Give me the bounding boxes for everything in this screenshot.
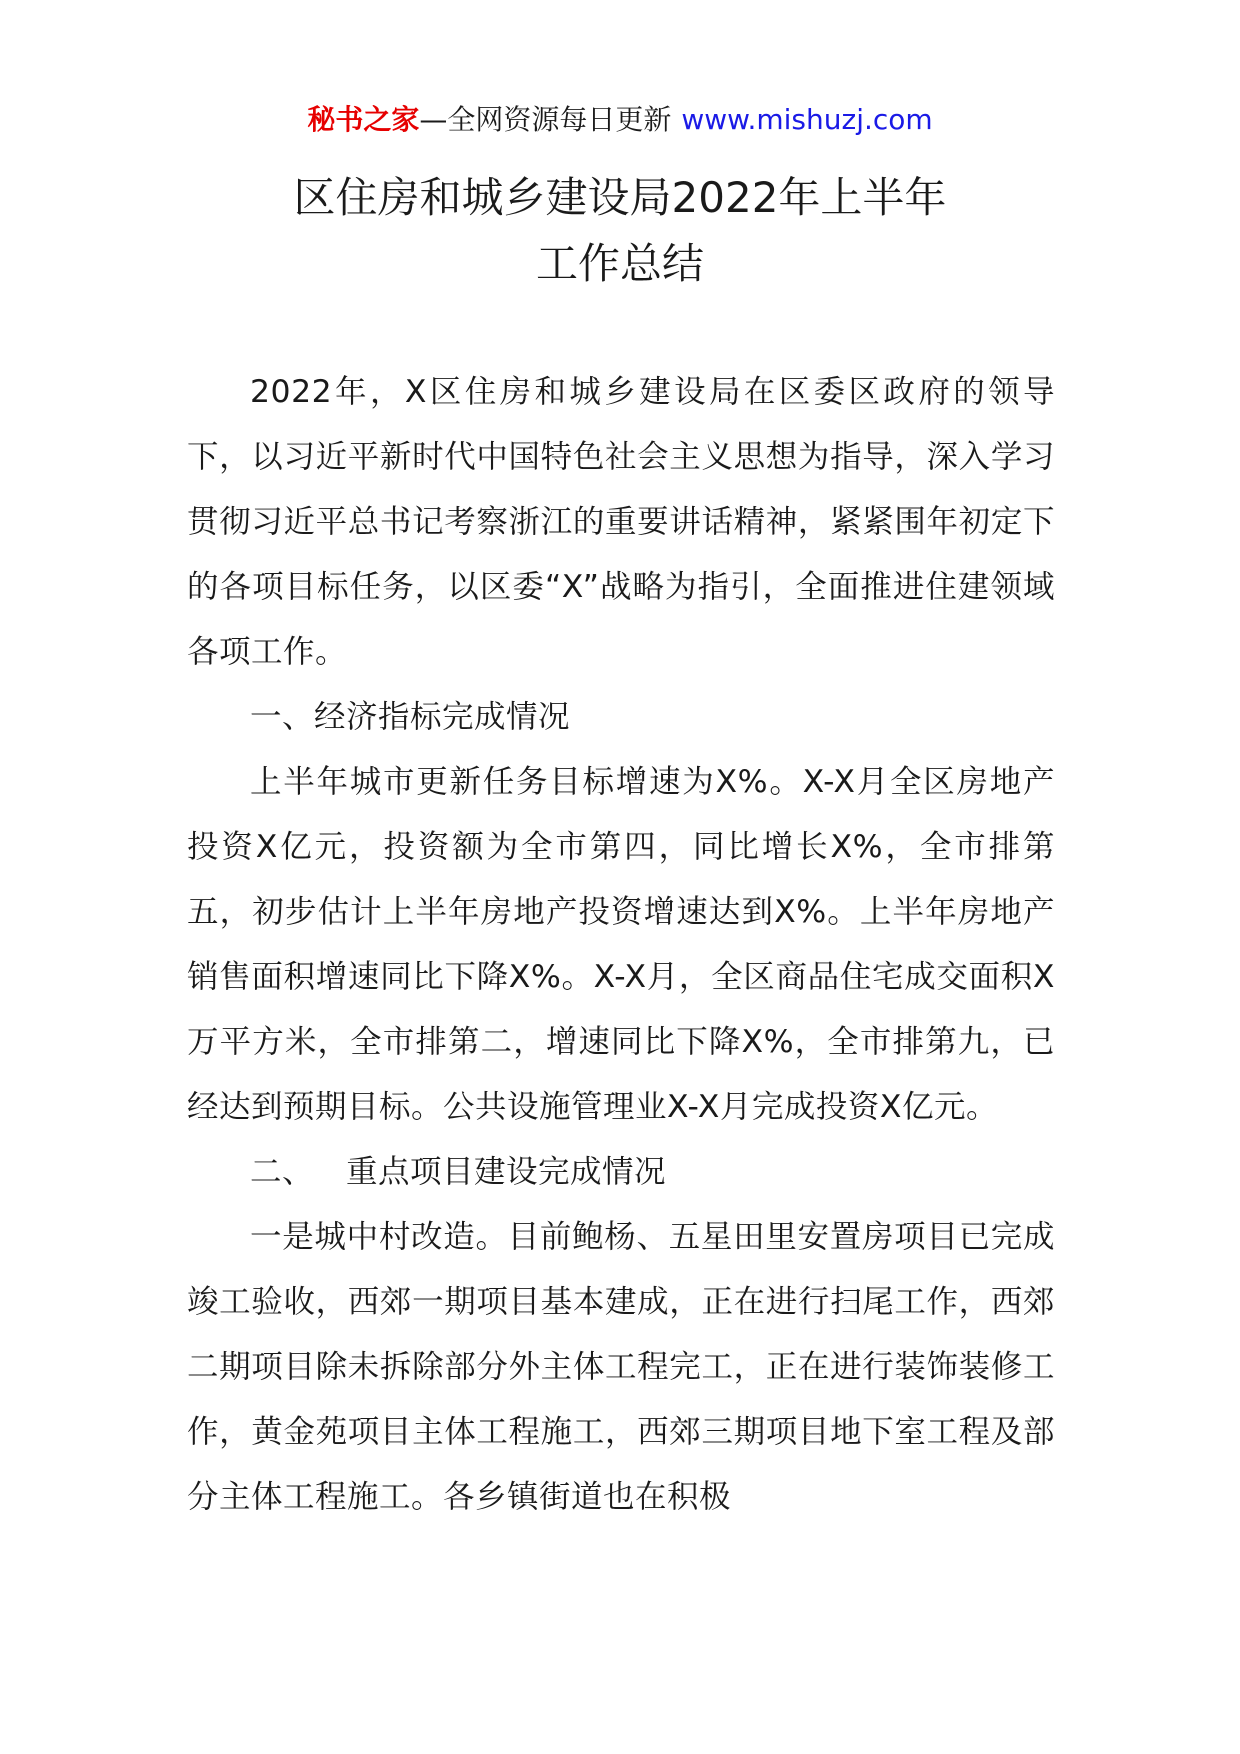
- title-line-2: 工作总结: [535, 239, 704, 288]
- intro-paragraph: 2022年，X区住房和城乡建设局在区委区政府的领导下，以习近平新时代中国特色社会主义思想为指导，深入学习贯彻习近平总书记考察浙江的重要讲话精神，紧紧围年初定下的各项目标任务，以区委“X”战略为指引，全面推进住建领域各项工作。: [187, 374, 1055, 670]
- title-line-1: 区住房和城乡建设局2022年上半年: [293, 173, 947, 222]
- section-2-paragraph: 一是城中村改造。目前鲍杨、五星田里安置房项目已完成竣工验收，西郊一期项目基本建成，正在进行扫尾工作，西郊二期项目除未拆除部分外主体工程完工，正在进行装饰装修工作，黄金苑项目主体工程施工，西郊三期项目地下室工程及部分主体工程施工。各乡镇街道也在积极: [187, 1219, 1055, 1515]
- section-2-title: 重点项目建设完成情况: [346, 1154, 667, 1190]
- section-2-number: 二、: [250, 1154, 315, 1190]
- document-title: [0, 165, 1240, 297]
- section-1-heading: 一、经济指标完成情况: [250, 699, 571, 735]
- section-2-heading: [187, 1140, 1055, 1205]
- site-url-link[interactable]: www.mishuzj.com: [681, 103, 933, 136]
- section-1-paragraph: 上半年城市更新任务目标增速为X%。X-X月全区房地产投资X亿元，投资额为全市第四，同比增长X%，全市排第五，初步估计上半年房地产投资增速达到X%。上半年房地产销售面积增速同比下降X%。X-X月，全区商品住宅成交面积X万平方米，全市排第二，增速同比下降X%，全市排第九，已经达到预期目标。公共设施管理业X-X月完成投资X亿元。: [187, 764, 1055, 1125]
- brand-name: 秘书之家: [307, 103, 420, 136]
- document-body: [187, 360, 1055, 1530]
- banner-tagline: —全网资源每日更新: [419, 103, 672, 136]
- site-banner: [0, 100, 1240, 140]
